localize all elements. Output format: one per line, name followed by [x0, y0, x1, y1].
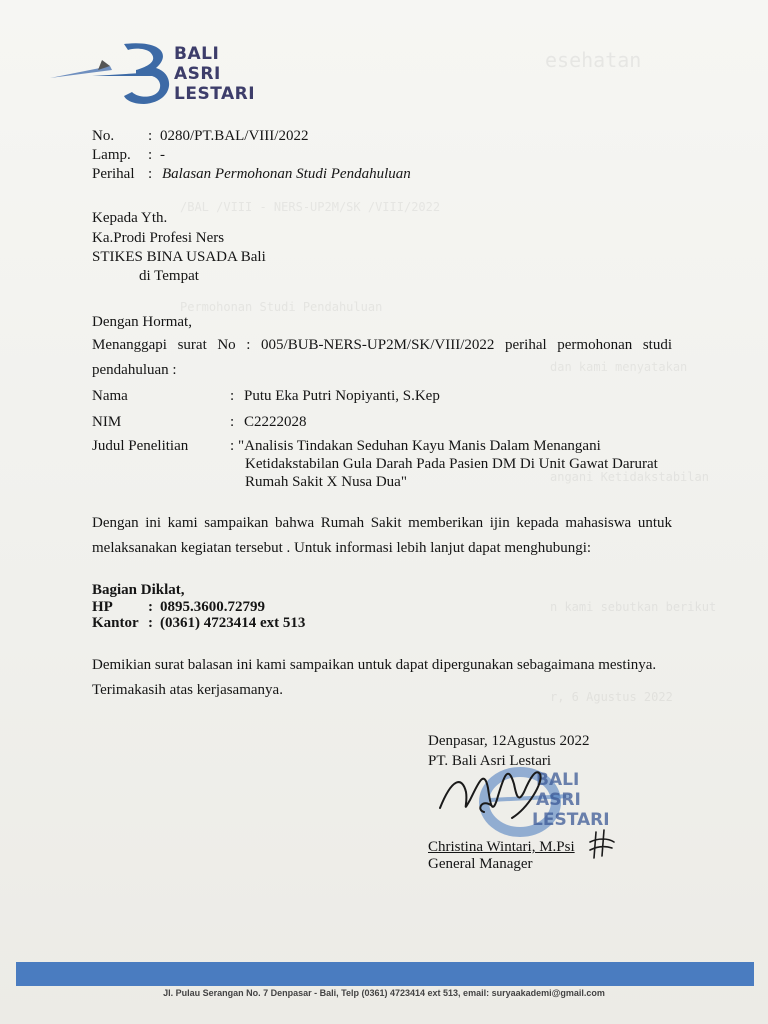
greeting: Dengan Hormat, — [92, 314, 192, 330]
stamp-line: ASRI — [536, 790, 581, 810]
bleed-through: Permohonan Studi Pendahuluan — [180, 300, 383, 314]
signer-name: Christina Wintari, M.Psi — [428, 839, 575, 855]
company-name: PT. Bali Asri Lestari — [428, 753, 552, 769]
research-title-cont: Rumah Sakit X Nusa Dua" — [245, 474, 407, 490]
footer-address: Jl. Pulau Serangan No. 7 Denpasar - Bali, Telp (0361) 4723414 ext 513, email: suryaakademi@gmail.com — [163, 988, 605, 998]
footer-bar — [16, 962, 754, 986]
research-title: "Analisis Tindakan Seduhan Kayu Manis Dalam Menangani — [238, 438, 601, 454]
signer-title: General Manager — [428, 856, 533, 872]
recipient-line: Kepada Yth. — [92, 210, 168, 226]
contact-label: Kantor — [92, 615, 139, 631]
place-date: Denpasar, 12Agustus 2022 — [428, 733, 590, 749]
attachment-value: - — [160, 147, 165, 163]
meta-sep: : — [148, 147, 153, 163]
body-line: melaksanakan kegiatan tersebut . Untuk informasi lebih lanjut dapat menghubungi: — [92, 540, 592, 556]
intro-line: pendahuluan : — [92, 362, 177, 378]
field-sep: : — [230, 438, 235, 454]
meta-label: Perihal — [92, 166, 135, 182]
field-label: Judul Penelitian — [92, 438, 189, 454]
bleed-through: r, 6 Agustus 2022 — [550, 690, 673, 704]
logo-line: ASRI — [174, 64, 221, 84]
research-title-cont: Ketidakstabilan Gula Darah Pada Pasien DM Di Unit Gawat Darurat — [245, 456, 658, 472]
body-line: Dengan ini kami sampaikan bahwa Rumah Sakit memberikan ijin kepada mahasiswa untuk — [92, 515, 672, 531]
student-nim: C2222028 — [244, 414, 307, 430]
bleed-through: angani Ketidakstabilan — [550, 470, 709, 484]
letter-number: 0280/PT.BAL/VIII/2022 — [160, 128, 309, 144]
signature-icon — [432, 748, 572, 844]
subject-value: Balasan Permohonan Studi Pendahuluan — [162, 166, 411, 182]
stamp-line: LESTARI — [532, 810, 610, 830]
logo-line: LESTARI — [174, 84, 256, 104]
meta-label: No. — [92, 128, 115, 144]
contact-heading: Bagian Diklat, — [92, 582, 185, 598]
meta-sep: : — [148, 128, 153, 144]
bleed-through: dan kami menyatakan — [550, 360, 688, 374]
contact-phone: 0895.3600.72799 — [160, 599, 265, 615]
company-logo-text — [174, 44, 255, 104]
contact-label: HP — [92, 599, 113, 615]
field-sep: : — [230, 388, 235, 404]
recipient-line: STIKES BINA USADA Bali — [92, 249, 266, 265]
contact-sep: : — [148, 599, 153, 615]
field-sep: : — [230, 414, 235, 430]
bleed-through: /BAL /VIII - NERS-UP2M/SK /VIII/2022 — [180, 200, 441, 214]
logo-line: BALI — [174, 44, 220, 64]
closing-line: Demikian surat balasan ini kami sampaikan untuk dapat dipergunakan sebagaimana mestinya. — [92, 657, 657, 673]
contact-sep: : — [148, 615, 153, 631]
intro-line: Menanggapi surat No : 005/BUB-NERS-UP2M/SK/VIII/2022 perihal permohonan studi — [92, 337, 672, 353]
student-name: Putu Eka Putri Nopiyanti, S.Kep — [244, 388, 440, 404]
bleed-through: n kami sebutkan berikut — [550, 600, 717, 614]
contact-office: (0361) 4723414 ext 513 — [160, 615, 306, 631]
meta-sep: : — [148, 166, 153, 182]
recipient-line: di Tempat — [139, 268, 199, 284]
bleed-through: esehatan — [545, 48, 642, 72]
recipient-line: Ka.Prodi Profesi Ners — [92, 230, 225, 246]
initial-mark-icon — [588, 828, 618, 862]
stamp-line: BALI — [536, 770, 580, 790]
field-label: NIM — [92, 414, 122, 430]
field-label: Nama — [92, 388, 128, 404]
meta-label: Lamp. — [92, 147, 131, 163]
closing-line: Terimakasih atas kerjasamanya. — [92, 682, 283, 698]
